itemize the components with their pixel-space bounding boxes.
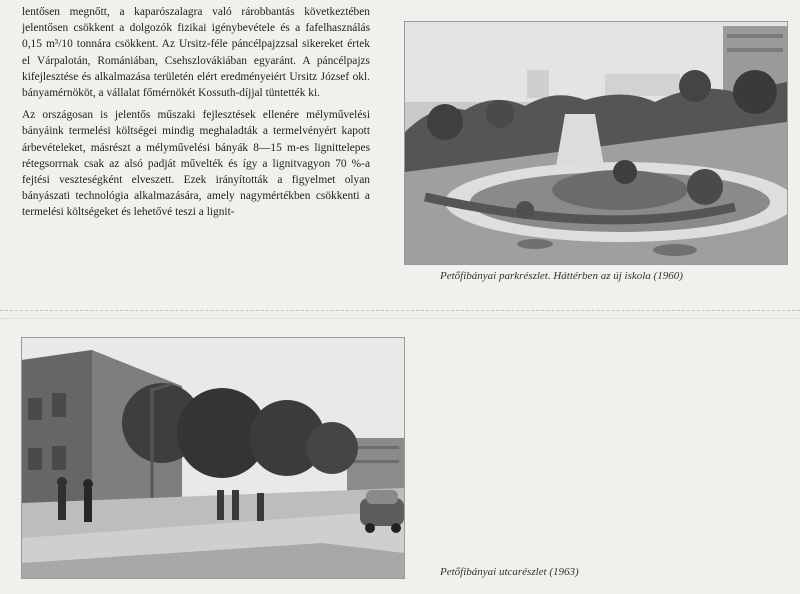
paragraph-1: lentősen megnőtt, a kaparószalagra való rárobbantás következtében jelentősen csökkent a dolgozók fizikai igénybevétele és a fafelhasználás 0,15 m³/10 tonnára csökkent. Az Ursitz-féle páncélpajzzsal sikereket értek el Várpalotán, Romániában, Csehszlovákiában egyaránt. A páncélpajzs kifejlesztése és alkalmazása területén elért eredményeiért Ursitz József okl. bányamérnököt, a vállalat főmérnökét Kossuth-díjjal tüntették ki. (22, 6, 370, 100)
park-photo-image (405, 22, 787, 264)
fold-line-secondary (0, 318, 800, 319)
street-caption: Petőfibányai utcarészlet (1963) (440, 566, 579, 578)
paragraph-2: Az országosan is jelentős műszaki fejlesztések ellenére mélyművelési bányáink termelési költségei mindig meghaladták a termelvényért kapott árbevételeket, másrészt a mélyművelési bányák 8—15 m-es lignittelepes rétegsorrnak csak az alsó padját művelték és így a lignitvagyon 70 %-a fejtési veszteségként elveszett. Ezek irányították a figyelmet olyan bányászati technológia alkalmazására, amely nagymértékben csökkenti a termelési költségeket és lehetővé teszi a lignit- (22, 109, 370, 219)
text-column (22, 4, 370, 227)
street-photo-image (22, 338, 404, 578)
park-photo (405, 22, 787, 264)
fold-line (0, 310, 800, 311)
street-photo (22, 338, 404, 578)
park-caption: Petőfibányai parkrészlet. Háttérben az új iskola (1960) (440, 270, 683, 282)
